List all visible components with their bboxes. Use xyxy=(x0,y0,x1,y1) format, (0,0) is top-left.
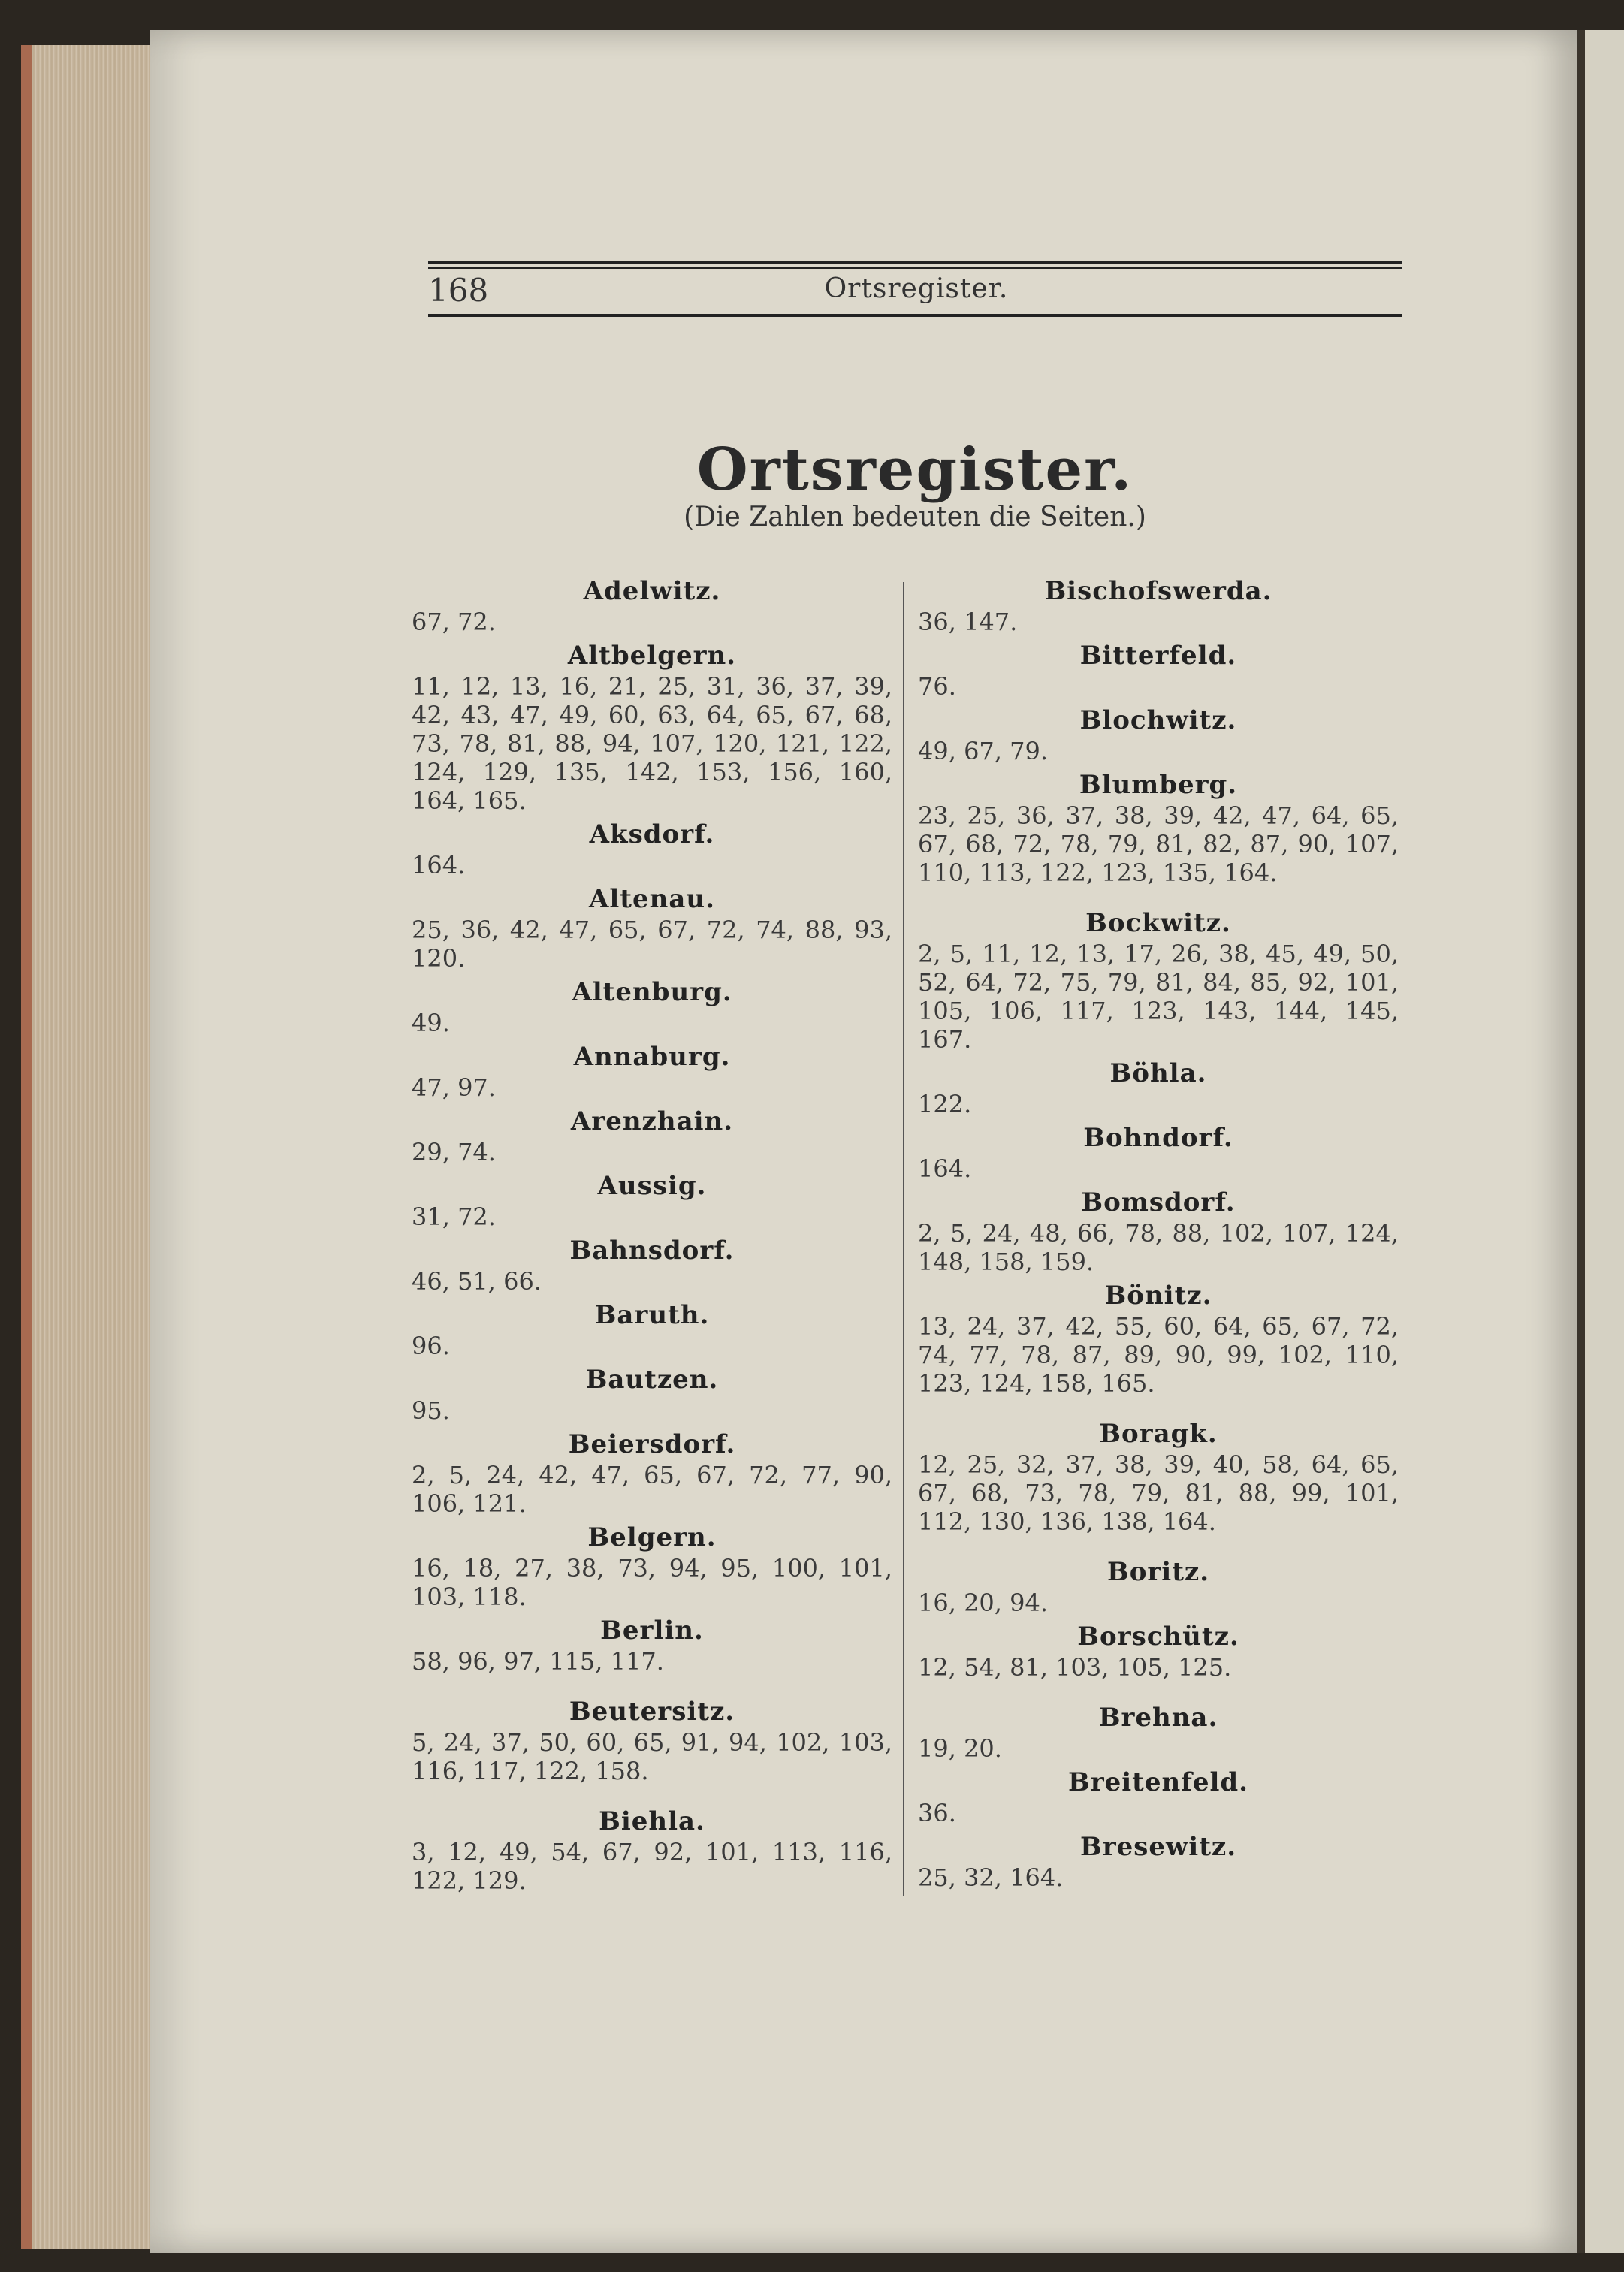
page-references: 5, 24, 37, 50, 60, 65, 91, 94, 102, 103, 116, 117, 122, 158. xyxy=(412,1728,892,1785)
place-name: Bönitz. xyxy=(1104,1281,1212,1311)
place-name: Altbelgern. xyxy=(567,641,737,671)
place-name: Biehla. xyxy=(599,1806,705,1836)
place-name: Breitenfeld. xyxy=(1067,1767,1249,1797)
index-entry xyxy=(412,1695,892,1785)
place-name: Bohndorf. xyxy=(1083,1123,1233,1153)
place-name: Altenburg. xyxy=(572,977,732,1007)
index-entry xyxy=(412,1614,892,1676)
index-entry xyxy=(918,1417,1399,1536)
page-references: 11, 12, 13, 16, 21, 25, 31, 36, 37, 39, 42, 43, 47, 49, 60, 63, 64, 65, 67, 68, 73, 78, 81, 88, 94, 107, 120, 121, 122, 124, 129, 135, 142, 153, 156, 160, 164, 165. xyxy=(412,672,892,815)
place-name: Bischofswerda. xyxy=(1044,576,1272,606)
header-rule-top-thin xyxy=(428,267,1402,269)
page-references: 122. xyxy=(918,1090,972,1118)
page-references: 19, 20. xyxy=(918,1734,1002,1763)
place-name: Bockwitz. xyxy=(1085,908,1231,938)
index-subtitle: (Die Zahlen bedeuten die Seiten.) xyxy=(684,502,1146,533)
index-entry xyxy=(918,1701,1399,1763)
index-entry xyxy=(412,1169,892,1231)
place-name: Belgern. xyxy=(587,1522,717,1552)
index-entry xyxy=(412,575,892,636)
place-name: Bresewitz. xyxy=(1079,1832,1237,1862)
place-name: Annaburg. xyxy=(573,1042,731,1072)
index-entry xyxy=(918,1555,1399,1617)
page-references: 36. xyxy=(918,1799,956,1827)
running-head: Ortsregister. xyxy=(824,273,1009,304)
left-column xyxy=(412,575,892,1898)
place-name: Aksdorf. xyxy=(589,819,715,849)
index-entry xyxy=(412,1521,892,1611)
header-rule-top xyxy=(428,261,1402,264)
page-references: 16, 20, 94. xyxy=(918,1589,1049,1617)
place-name: Borschütz. xyxy=(1077,1622,1239,1652)
index-entry xyxy=(412,818,892,880)
index-entry xyxy=(918,1057,1399,1118)
next-page-sliver xyxy=(1577,30,1624,2253)
index-title: Ortsregister. xyxy=(696,436,1133,504)
page-references: 12, 25, 32, 37, 38, 39, 40, 58, 64, 65, 67, 68, 73, 78, 79, 81, 88, 99, 101, 112, 130, 136, 138, 164. xyxy=(918,1450,1399,1536)
place-name: Bitterfeld. xyxy=(1079,641,1237,671)
index-entry xyxy=(412,1805,892,1895)
index-entry xyxy=(918,639,1399,701)
place-name: Aussig. xyxy=(597,1171,707,1201)
index-entry xyxy=(918,1121,1399,1183)
page-references: 2, 5, 24, 48, 66, 78, 88, 102, 107, 124, 148, 158, 159. xyxy=(918,1219,1399,1276)
page-references: 49. xyxy=(412,1009,450,1037)
page-references: 13, 24, 37, 42, 55, 60, 64, 65, 67, 72, 74, 77, 78, 87, 89, 90, 99, 102, 110, 123, 124, 158, 165. xyxy=(918,1312,1399,1398)
place-name: Altenau. xyxy=(589,884,715,914)
page-references: 76. xyxy=(918,672,956,701)
page-references: 96. xyxy=(412,1332,450,1360)
page-references: 23, 25, 36, 37, 38, 39, 42, 47, 64, 65, 67, 68, 72, 78, 79, 81, 82, 87, 90, 107, 110, 113, 122, 123, 135, 164. xyxy=(918,801,1399,887)
page-references: 164. xyxy=(412,851,466,880)
page-references: 67, 72. xyxy=(412,608,496,636)
page-references: 49, 67, 79. xyxy=(918,737,1049,765)
place-name: Boritz. xyxy=(1106,1557,1210,1587)
page-references: 164. xyxy=(918,1154,972,1183)
index-entry xyxy=(918,575,1399,636)
index-entry xyxy=(412,639,892,815)
page-references: 2, 5, 24, 42, 47, 65, 67, 72, 77, 90, 106, 121. xyxy=(412,1461,892,1518)
place-name: Brehna. xyxy=(1098,1703,1218,1733)
place-name: Böhla. xyxy=(1109,1058,1207,1088)
index-entry xyxy=(918,1620,1399,1682)
page-references: 25, 32, 164. xyxy=(918,1863,1064,1892)
page-references: 31, 72. xyxy=(412,1202,496,1231)
index-entry xyxy=(918,1279,1399,1398)
index-entry xyxy=(918,1830,1399,1892)
index-entry xyxy=(918,1186,1399,1276)
page-references: 25, 36, 42, 47, 65, 67, 72, 74, 88, 93, 120. xyxy=(412,916,892,973)
page-number: 168 xyxy=(428,272,489,309)
place-name: Bomsdorf. xyxy=(1081,1187,1236,1217)
place-name: Blumberg. xyxy=(1079,770,1238,800)
page-references: 29, 74. xyxy=(412,1138,496,1166)
index-entry xyxy=(412,1428,892,1518)
place-name: Boragk. xyxy=(1099,1419,1218,1449)
index-entry xyxy=(412,1363,892,1425)
index-entry xyxy=(412,1299,892,1360)
page-references: 3, 12, 49, 54, 67, 92, 101, 113, 116, 122, 129. xyxy=(412,1838,892,1895)
page-references: 36, 147. xyxy=(918,608,1018,636)
page-references: 95. xyxy=(412,1396,450,1425)
index-entry xyxy=(918,1766,1399,1827)
place-name: Beutersitz. xyxy=(569,1697,735,1727)
column-divider xyxy=(903,582,904,1896)
place-name: Beiersdorf. xyxy=(568,1429,736,1459)
page-references: 12, 54, 81, 103, 105, 125. xyxy=(918,1653,1232,1682)
index-entry xyxy=(412,1105,892,1166)
index-entry xyxy=(412,883,892,973)
place-name: Bahnsdorf. xyxy=(569,1236,735,1266)
index-entry xyxy=(918,768,1399,887)
page-references: 46, 51, 66. xyxy=(412,1267,542,1296)
index-entry xyxy=(412,1040,892,1102)
page-references: 2, 5, 11, 12, 13, 17, 26, 38, 45, 49, 50, 52, 64, 72, 75, 79, 81, 84, 85, 92, 101, 105, 106, 117, 123, 143, 144, 145, 167. xyxy=(918,940,1399,1054)
page-references: 16, 18, 27, 38, 73, 94, 95, 100, 101, 103, 118. xyxy=(412,1554,892,1611)
page-references: 58, 96, 97, 115, 117. xyxy=(412,1647,664,1676)
index-entry xyxy=(918,704,1399,765)
place-name: Berlin. xyxy=(600,1616,704,1646)
index-entry xyxy=(412,1234,892,1296)
place-name: Adelwitz. xyxy=(583,576,721,606)
header-rule-bottom xyxy=(428,314,1402,317)
place-name: Baruth. xyxy=(594,1300,710,1330)
place-name: Arenzhain. xyxy=(570,1106,734,1136)
index-entry xyxy=(918,907,1399,1054)
index-entry xyxy=(412,976,892,1037)
place-name: Bautzen. xyxy=(585,1365,719,1395)
page-references: 47, 97. xyxy=(412,1073,496,1102)
right-column xyxy=(918,575,1399,1895)
place-name: Blochwitz. xyxy=(1079,705,1237,735)
